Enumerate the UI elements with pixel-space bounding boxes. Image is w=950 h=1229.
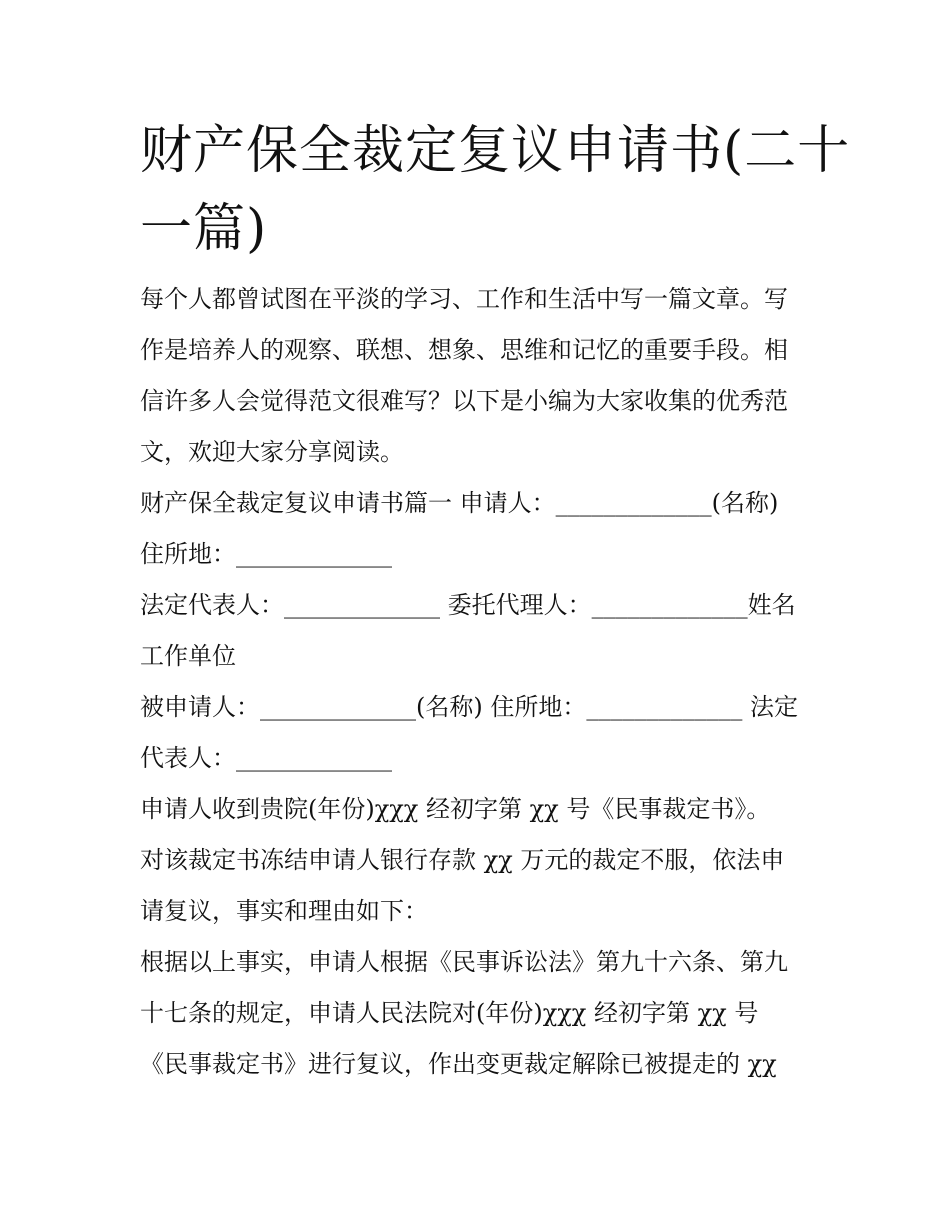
text-line: 财产保全裁定复议申请书篇一 申请人：_____________(名称) xyxy=(140,489,779,517)
text-line: 被申请人：_____________(名称) 住所地：_____________ 法定 xyxy=(140,693,798,721)
title-line: 一篇) xyxy=(140,199,268,259)
text-line: 代表人：_____________ xyxy=(140,744,392,772)
text-line: 对该裁定书冻结申请人银行存款 χχ 万元的裁定不服，依法申 xyxy=(140,846,785,874)
document-body xyxy=(140,274,815,1090)
text-line: 请复议，事实和理由如下： xyxy=(140,897,428,925)
text-line: 文，欢迎大家分享阅读。 xyxy=(140,438,404,466)
text-line: 《民事裁定书》进行复议，作出变更裁定解除已被提走的 χχ xyxy=(140,1050,777,1078)
document-title xyxy=(140,112,851,268)
text-line: 住所地：_____________ xyxy=(140,540,392,568)
text-line: 工作单位 xyxy=(140,642,236,670)
text-line: 作是培养人的观察、联想、想象、思维和记忆的重要手段。相 xyxy=(140,336,788,364)
text-line: 法定代表人：_____________ 委托代理人：_____________姓名 xyxy=(140,591,796,619)
text-line: 每个人都曾试图在平淡的学习、工作和生活中写一篇文章。写 xyxy=(140,285,788,313)
text-line: 信许多人会觉得范文很难写？以下是小编为大家收集的优秀范 xyxy=(140,387,788,415)
title-line: 财产保全裁定复议申请书(二十 xyxy=(140,121,851,181)
text-line: 申请人收到贵院(年份)χχχ 经初字第 χχ 号《民事裁定书》。 xyxy=(140,795,771,823)
text-line: 根据以上事实，申请人根据《民事诉讼法》第九十六条、第九 xyxy=(140,948,788,976)
text-line: 十七条的规定，申请人民法院对(年份)χχχ 经初字第 χχ 号 xyxy=(140,999,759,1027)
